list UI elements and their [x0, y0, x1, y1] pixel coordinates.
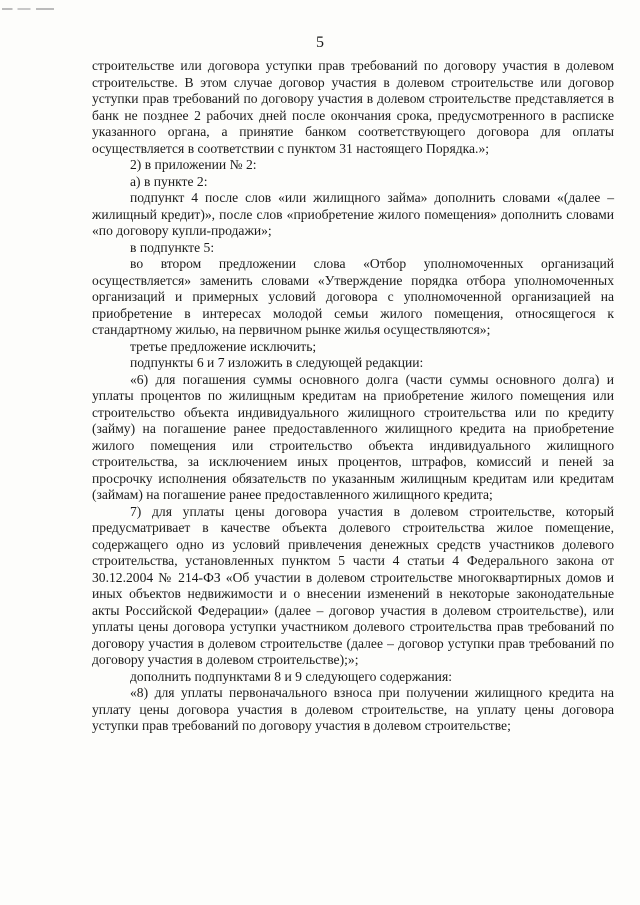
- paragraph-subitem-4: подпункт 4 после слов «или жилищного займа» дополнить словами «(далее – жилищный кредит)», после слов «приобретение жилого помещения» дополнить словами «по договору купли-продажи»;: [92, 190, 614, 238]
- paragraph-subitem-7: 7) для уплаты цены договора участия в долевом строительстве, который предусматривает в качестве объекта долевого строительства жилое помещение, содержащего одно из условий привлечения денежных средств участников долевого строительства, установленных пунктом 5 части 4 статьи 4 Федерального закона от 30.12.2004 № 214-ФЗ «Об участии в долевом строительстве многоквартирных домов и иных объектов недвижимости и о внесении изменений в некоторые законодательные акты Российской Федерации» (далее – договор участия в долевом строительстве), или уплаты цены договора уступки участником долевого строительства прав требований по договору участия в долевом строительстве (далее – договор уступки прав требований по договору участия в долевом строительстве);»;: [92, 503, 614, 667]
- paragraph-item-a: а) в пункте 2:: [130, 173, 208, 189]
- paragraph-subitems-8-9-heading: дополнить подпунктами 8 и 9 следующего содержания:: [130, 668, 452, 684]
- paragraph-subitem-8: «8) для уплаты первоначального взноса при получении жилищного кредита на уплату цены договора участия в долевом строительстве, на уплату цены договора уступки прав требований по договору участия в долевом строительстве;: [92, 685, 614, 733]
- scan-artifact: [2, 8, 54, 10]
- paragraph-item-2: 2) в приложении № 2:: [130, 157, 257, 172]
- paragraph-third-sentence: третье предложение исключить;: [130, 338, 317, 354]
- paragraph-subitem-5-heading: в подпункте 5:: [130, 239, 215, 255]
- document-body: [92, 58, 614, 735]
- paragraph-continuation: строительстве или договора уступки прав требований по договору участия в долевом строительстве. В этом случае договор участия в долевом строительстве или договор уступки прав требований по договору участия в долевом строительстве представляется в банк не позднее 2 рабочих дней после окончания срока, предусмотренного в расписке указанного органа, а принятие банком соответствующего договора для оплаты осуществляется в соответствии с пунктом 31 настоящего Порядка.»;: [92, 58, 614, 156]
- paragraph-subitem-6: «6) для погашения суммы основного долга (части суммы основного долга) и уплаты процентов по жилищным кредитам на приобретение жилого помещения или строительство объекта индивидуального жилищного строительства или по кредиту (займу) на погашение ранее предоставленного жилищного кредита на приобретение жилого помещения или строительство объекта индивидуального жилищного строительства, за исключением иных процентов, штрафов, комиссий и пеней за просрочку исполнения обязательств по указанным жилищным кредитам или кредитам (займам) на погашение ранее предоставленного жилищного кредита;: [92, 371, 614, 502]
- page-number: 5: [316, 34, 324, 51]
- paragraph-second-sentence: во втором предложении слова «Отбор уполномоченных организаций осуществляется» заменить словами «Утверждение порядка отбора уполномоченных организаций и примерных условий договора с уполномоченной организацией на приобретение в интересах молодой семьи жилого помещения, относящегося к стандартному жилью, на первичном рынке жилья осуществляются»;: [92, 256, 614, 337]
- paragraph-subitems-6-7-heading: подпункты 6 и 7 изложить в следующей редакции:: [130, 355, 424, 370]
